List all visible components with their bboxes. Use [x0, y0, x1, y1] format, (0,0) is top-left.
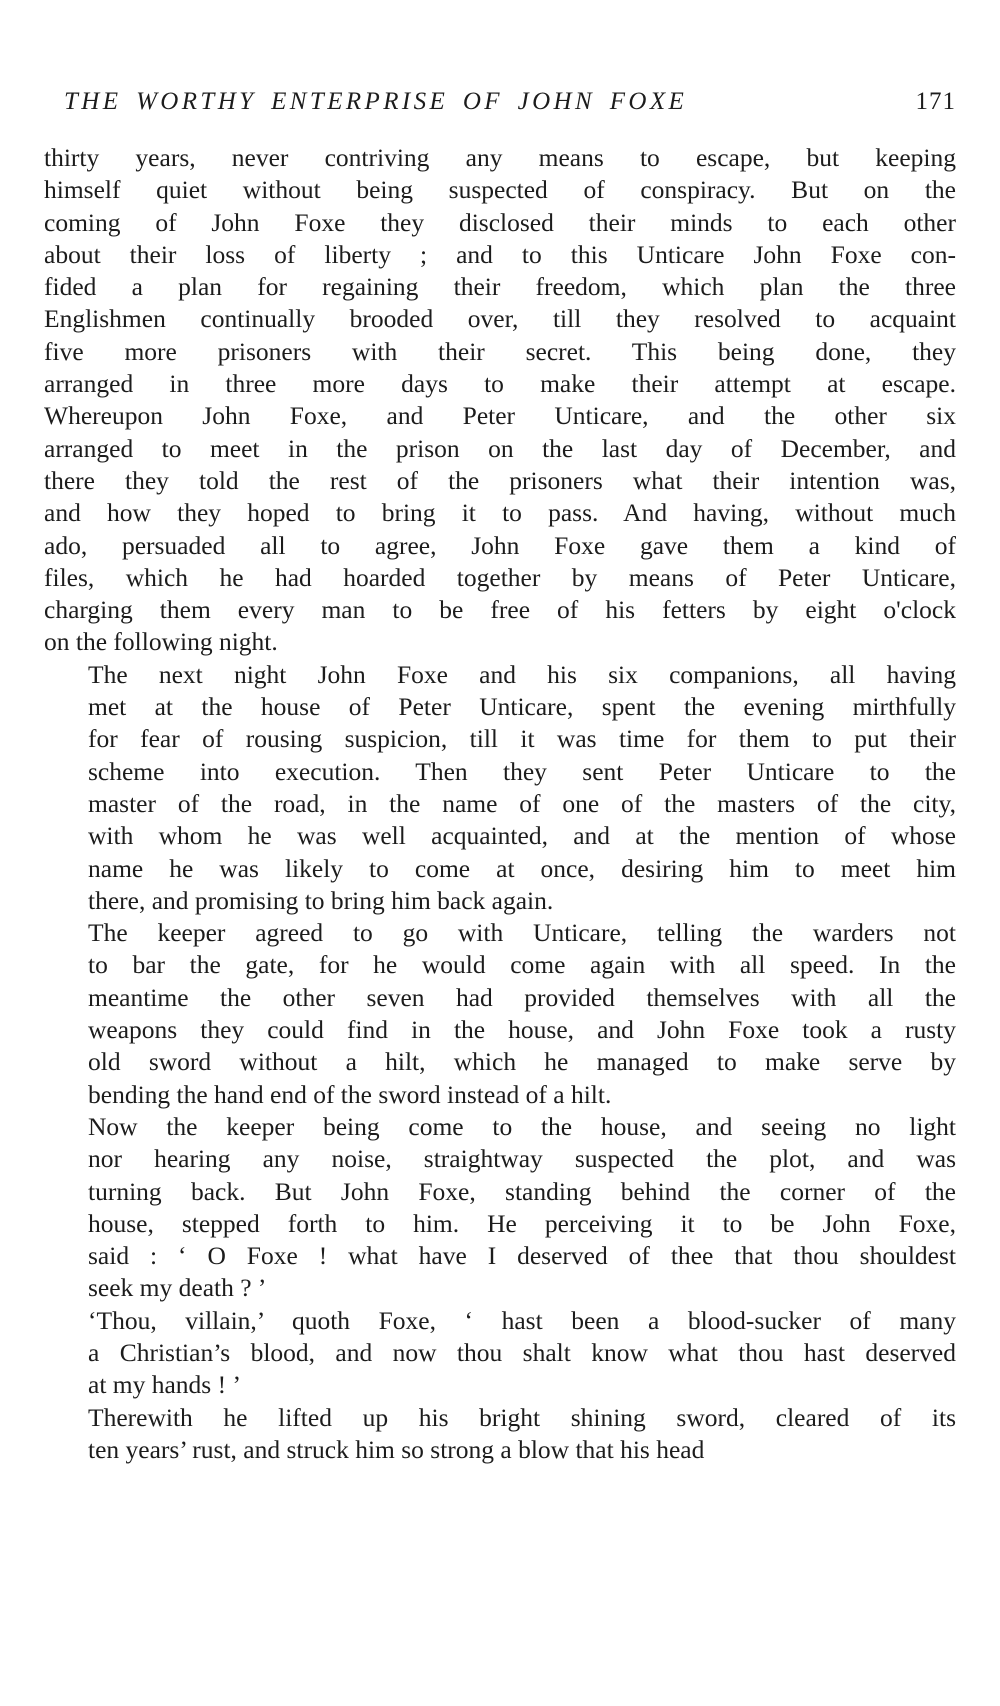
text-line: ado, persuaded all to agree, John Foxe gave them a kind of — [44, 530, 956, 560]
text-line: seek my death ? ’ — [88, 1273, 267, 1303]
paragraph — [44, 142, 956, 659]
text-line: on the following night. — [44, 627, 278, 657]
text-line: name he was likely to come at once, desiring him to meet him — [88, 853, 956, 883]
text-line: met at the house of Peter Unticare, spent the evening mirthfully — [88, 692, 956, 722]
text-line: there they told the rest of the prisoners what their intention was, — [44, 465, 956, 495]
text-line: Whereupon John Foxe, and Peter Unticare, and the other six — [44, 401, 956, 431]
text-line: weapons they could find in the house, and John Foxe took a rusty — [88, 1015, 956, 1045]
text-line: bending the hand end of the sword instead of a hilt. — [88, 1079, 612, 1109]
text-line: himself quiet without being suspected of conspiracy. But on the — [44, 175, 956, 205]
text-line: Englishmen continually brooded over, till they resolved to acquaint — [44, 304, 956, 334]
text-line: with whom he was well acquainted, and at the mention of whose — [88, 821, 956, 851]
paragraph — [44, 659, 956, 917]
text-line: and how they hoped to bring it to pass. And having, without much — [44, 498, 956, 528]
paragraph — [44, 1111, 956, 1305]
text-line: master of the road, in the name of one of the masters of the city, — [88, 788, 956, 818]
text-line: fided a plan for regaining their freedom, which plan the three — [44, 272, 956, 302]
text-line: there, and promising to bring him back again. — [88, 885, 554, 915]
text-line: to bar the gate, for he would come again with all speed. In the — [88, 950, 956, 980]
text-line: Therewith he lifted up his bright shining sword, cleared of its — [88, 1402, 956, 1432]
paragraph — [44, 917, 956, 1111]
text-line: charging them every man to be free of his fetters by eight o'clock — [44, 595, 956, 625]
text-line: coming of John Foxe they disclosed their minds to each other — [44, 207, 956, 237]
text-line: ‘Thou, villain,’ quoth Foxe, ‘ hast been a blood-sucker of many — [88, 1305, 956, 1335]
text-line: thirty years, never contriving any means to escape, but keeping — [44, 143, 956, 172]
book-page — [44, 88, 956, 1466]
text-line: The keeper agreed to go with Unticare, telling the warders not — [88, 918, 956, 948]
text-line: turning back. But John Foxe, standing behind the corner of the — [88, 1176, 956, 1206]
body-text — [44, 142, 956, 1466]
paragraph — [44, 1305, 956, 1402]
text-line: Now the keeper being come to the house, and seeing no light — [88, 1111, 956, 1141]
text-line: files, which he had hoarded together by means of Peter Unticare, — [44, 562, 956, 592]
text-line: about their loss of liberty ; and to this Unticare John Foxe con- — [44, 239, 956, 269]
text-line: for fear of rousing suspicion, till it was time for them to put their — [88, 724, 956, 754]
text-line: old sword without a hilt, which he managed to make serve by — [88, 1047, 956, 1077]
text-line: scheme into execution. Then they sent Peter Unticare to the — [88, 756, 956, 786]
paragraph — [44, 1402, 956, 1467]
text-line: said : ‘ O Foxe ! what have I deserved of thee that thou shouldest — [88, 1241, 956, 1271]
text-line: five more prisoners with their secret. This being done, they — [44, 336, 956, 366]
text-line: The next night John Foxe and his six companions, all having — [88, 659, 956, 689]
text-line: at my hands ! ’ — [88, 1370, 241, 1400]
text-line: meantime the other seven had provided themselves with all the — [88, 982, 956, 1012]
text-line: ten years’ rust, and struck him so strong a blow that his head — [88, 1434, 705, 1464]
running-title: THE WORTHY ENTERPRISE OF JOHN FOXE — [64, 88, 688, 115]
text-line: a Christian’s blood, and now thou shalt know what thou hast deserved — [88, 1337, 956, 1367]
text-line: arranged to meet in the prison on the last day of December, and — [44, 433, 956, 463]
page-number: 171 — [915, 88, 956, 115]
running-head — [44, 88, 956, 128]
text-line: house, stepped forth to him. He perceiving it to be John Foxe, — [88, 1208, 956, 1238]
text-line: arranged in three more days to make their attempt at escape. — [44, 369, 956, 399]
text-line: nor hearing any noise, straightway suspected the plot, and was — [88, 1144, 956, 1174]
